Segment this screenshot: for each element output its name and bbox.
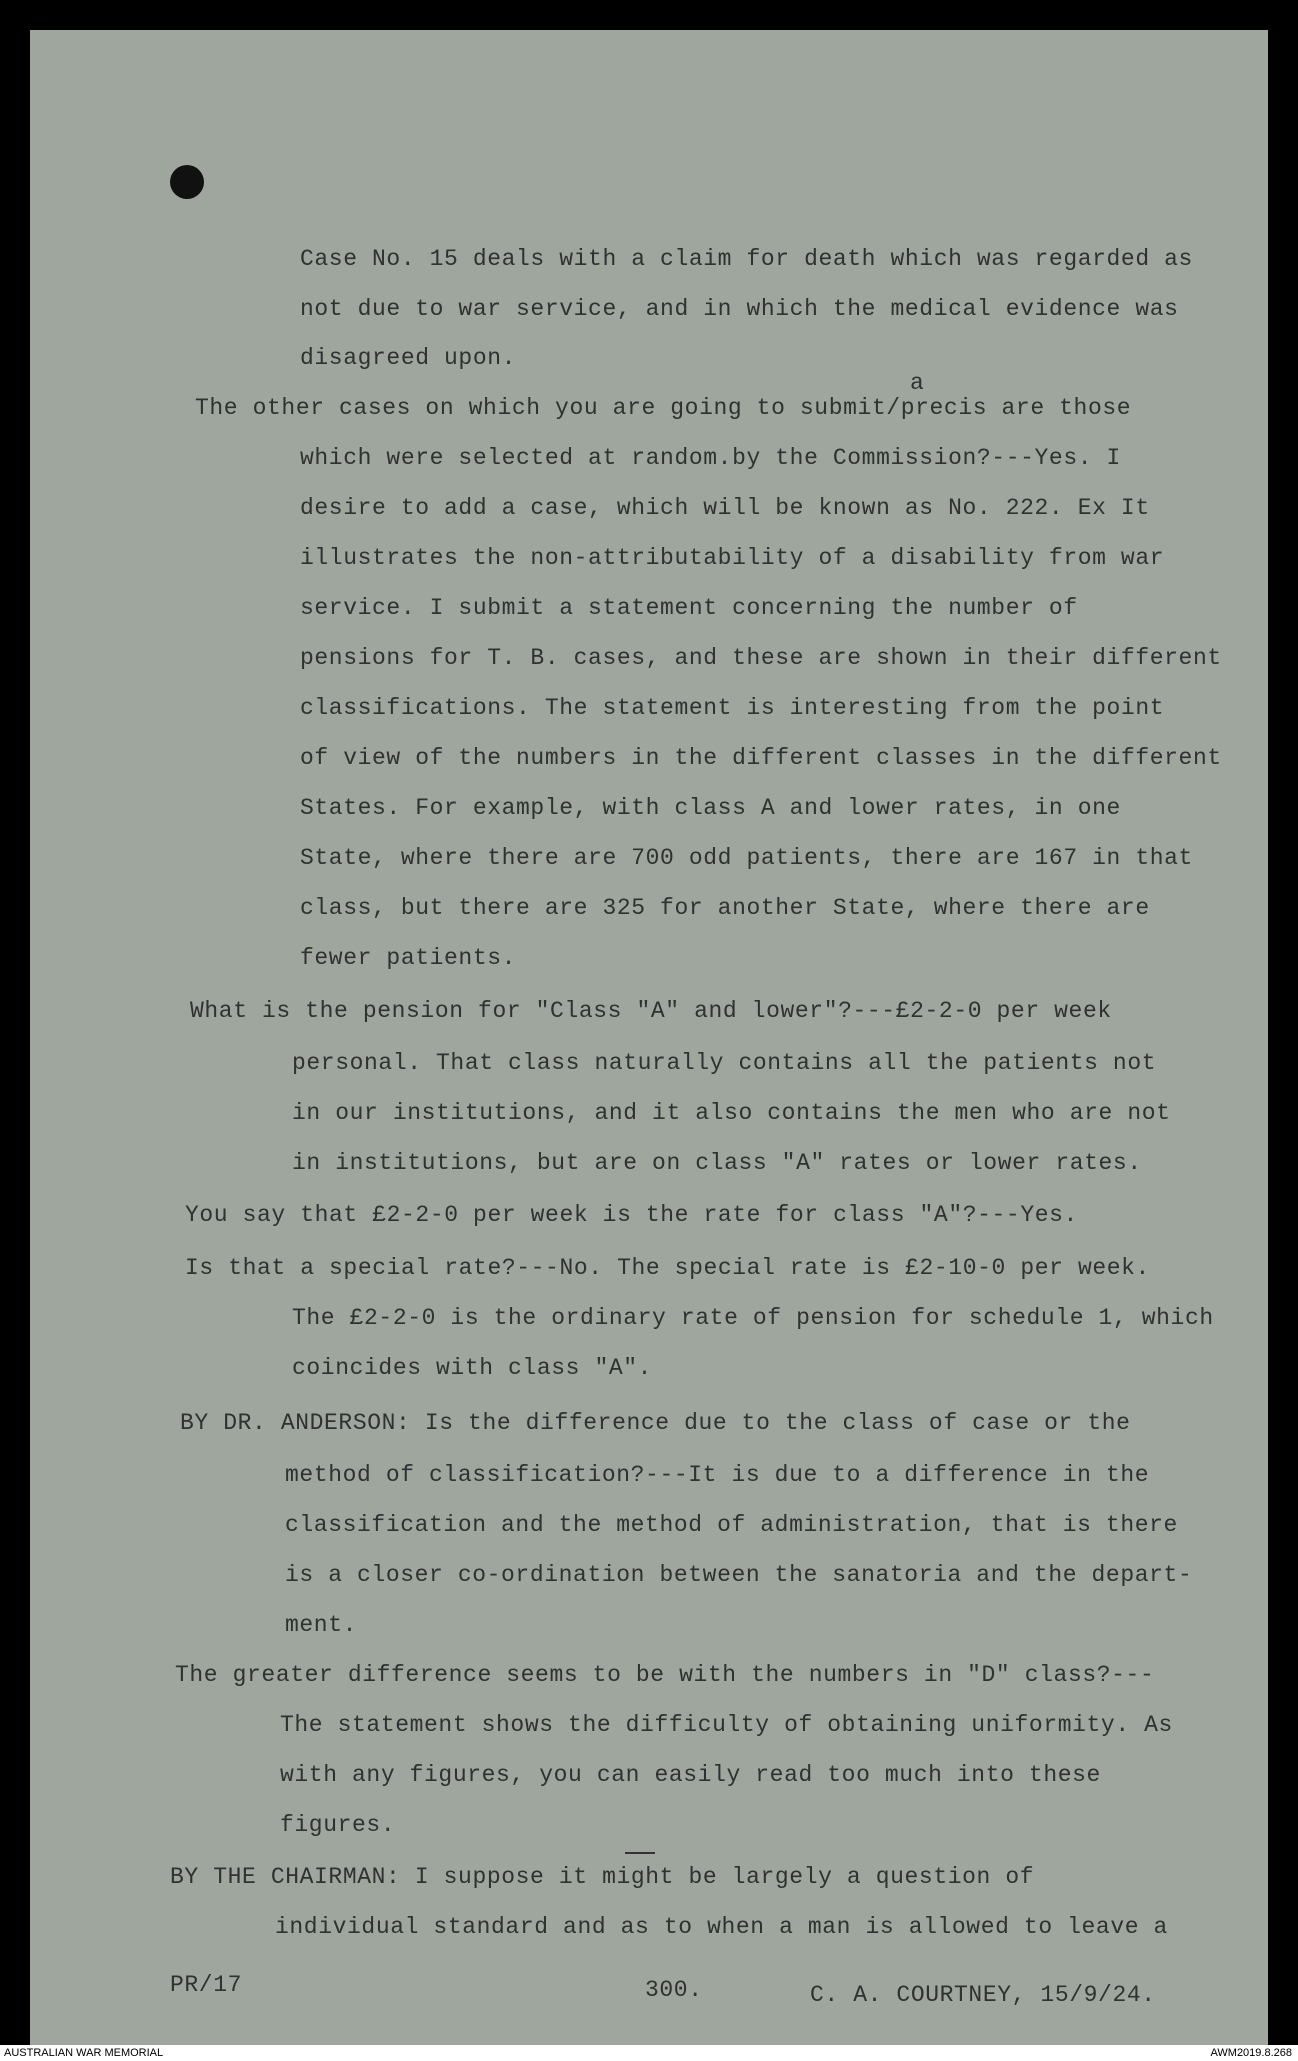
- text-line: classifications. The statement is interesting from the point: [300, 695, 1165, 721]
- text-line: which were selected at random.by the Commission?---Yes. I: [300, 445, 1121, 471]
- text-line: illustrates the non-attributability of a disability from war: [300, 545, 1165, 571]
- text-line: pensions for T. B. cases, and these are shown in their different: [300, 645, 1222, 671]
- text-line: in our institutions, and it also contains the men who are not: [292, 1100, 1171, 1126]
- text-line: desire to add a case, which will be known as No. 222. Ex It: [300, 495, 1150, 521]
- archive-reference: AWM2019.8.268: [1210, 2047, 1292, 2059]
- text-line: in institutions, but are on class "A" rates or lower rates.: [292, 1150, 1142, 1176]
- text-line: The other cases on which you are going to submit/precis are those: [195, 395, 1132, 421]
- text-line: not due to war service, and in which the medical evidence was: [300, 296, 1179, 322]
- text-line: Is that a special rate?---No. The special rate is £2-10-0 per week.: [185, 1255, 1150, 1281]
- text-line: is a closer co-ordination between the sanatoria and the depart-: [285, 1562, 1193, 1588]
- text-line: State, where there are 700 odd patients, there are 167 in that: [300, 845, 1193, 871]
- text-line: BY THE CHAIRMAN: I suppose it might be largely a question of: [170, 1864, 1035, 1890]
- text-line: personal. That class naturally contains all the patients not: [292, 1050, 1157, 1076]
- text-line: Case No. 15 deals with a claim for death which was regarded as: [300, 246, 1193, 272]
- text-line: of view of the numbers in the different classes in the different: [300, 745, 1222, 771]
- text-line: You say that £2-2-0 per week is the rate for class "A"?---Yes.: [185, 1202, 1078, 1228]
- footer-page-number: 300.: [645, 1977, 703, 2003]
- text-line: BY DR. ANDERSON: Is the difference due to the class of case or the: [180, 1410, 1131, 1436]
- text-line: The £2-2-0 is the ordinary rate of pension for schedule 1, which: [292, 1305, 1214, 1331]
- text-line: method of classification?---It is due to a difference in the: [285, 1462, 1150, 1488]
- text-line: class, but there are 325 for another State, where there are: [300, 895, 1150, 921]
- text-line: individual standard and as to when a man is allowed to leave a: [275, 1914, 1168, 1940]
- punch-hole: [170, 165, 204, 199]
- text-line: with any figures, you can easily read too much into these: [280, 1762, 1101, 1788]
- archive-name: AUSTRALIAN WAR MEMORIAL: [4, 2047, 164, 2059]
- text-line: coincides with class "A".: [292, 1355, 653, 1381]
- text-insertion: a: [910, 370, 925, 396]
- text-line: classification and the method of administration, that is there: [285, 1512, 1178, 1538]
- footer-signature: C. A. COURTNEY, 15/9/24.: [810, 1982, 1156, 2008]
- archive-footer: [0, 2045, 1298, 2061]
- text-line: The statement shows the difficulty of obtaining uniformity. As: [280, 1712, 1173, 1738]
- text-line: ment.: [285, 1612, 358, 1638]
- document-page: [30, 30, 1268, 2045]
- text-line: disagreed upon.: [300, 345, 517, 371]
- footer-reference: PR/17: [170, 1972, 243, 1998]
- text-line: The greater difference seems to be with the numbers in "D" class?---: [175, 1662, 1155, 1688]
- text-line: What is the pension for "Class "A" and lower"?---£2-2-0 per week: [190, 998, 1112, 1024]
- text-line: service. I submit a statement concerning the number of: [300, 595, 1078, 621]
- pencil-dash: [625, 1852, 655, 1854]
- text-line: fewer patients.: [300, 945, 517, 971]
- text-line: States. For example, with class A and lower rates, in one: [300, 795, 1121, 821]
- text-line: figures.: [280, 1812, 396, 1838]
